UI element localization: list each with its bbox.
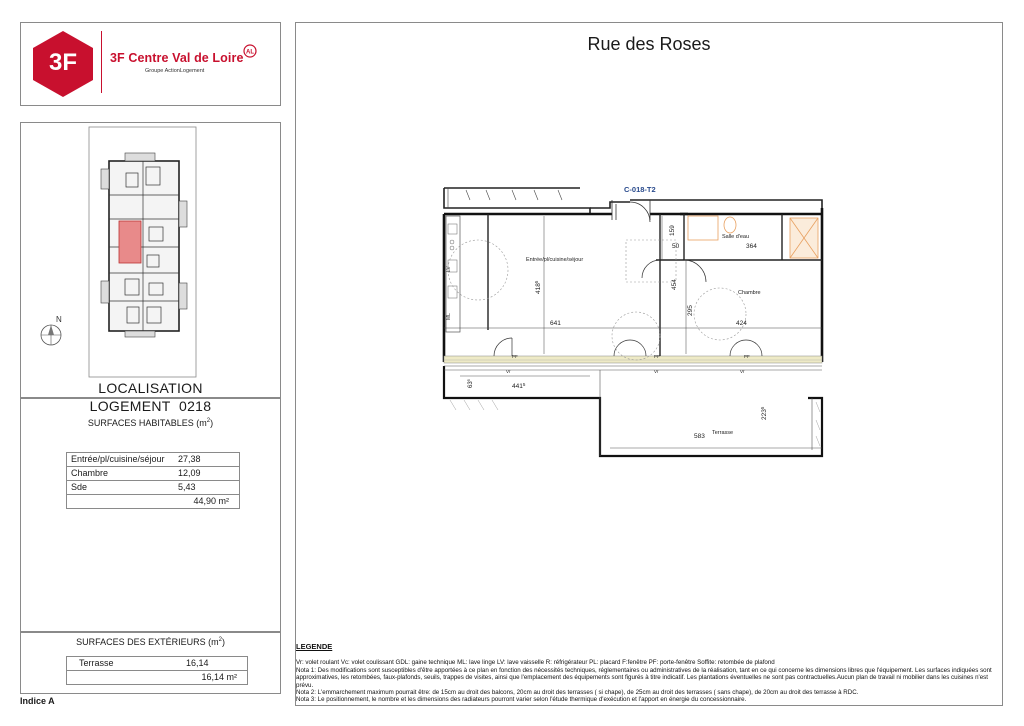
logo-divider [101, 31, 102, 93]
table-row [67, 453, 240, 467]
pf-marker-1: PF [512, 354, 518, 359]
vr-marker-2: Vr [654, 369, 659, 374]
dim-159: 159 [669, 225, 676, 236]
dim-364: 364 [746, 243, 757, 250]
exterior-surfaces-title: SURFACES DES EXTÉRIEURS $(m^2)$ [76, 637, 225, 647]
room-area: 12,09 [174, 467, 240, 481]
logo-mark: 3F [48, 49, 77, 76]
legend-title: LEGENDE [296, 642, 333, 651]
dwelling-title [20, 398, 281, 414]
brand-subtitle: Groupe ActionLogement [145, 68, 205, 74]
habitable-surfaces-table [66, 452, 240, 509]
legend-abbreviations: Vr: volet roulant Vc: volet coulissant GDL: gaine technique ML: lave linge LV: lave vaisselle R: réfrigérateur PL: placard F:fenêtre PF: porte-fenêtre Soffite: retombée de plafond [296, 659, 775, 667]
dim-424: 424 [736, 320, 747, 327]
lv-marker: LV [446, 266, 452, 272]
legend-note-1: Nota 1: Des modifications sont susceptibles d'être apportées à ce plan en fonction des nécessités techniques, réglementaires ou administratives de la réalisation, tant en ce qui concerne les dimensions libres que l'équipement. Les surfaces indiquées sont approximatives, les retombées, faux-plafonds, seuils, trappes de visites, ainsi que l'emplacement des équipements sont figurés à titre indicatif. Les plantations éventuelles ne sont pas contractuelles.Aucun plan de travail ni mobilier dans les cuisines n'est prévu. [296, 666, 992, 689]
room-name: Chambre [67, 467, 175, 481]
room-area: 5,43 [174, 481, 240, 495]
highlighted-unit [119, 221, 141, 263]
table-row [67, 467, 240, 481]
vr-marker-1: Vr [506, 369, 511, 374]
living-room-label: Entrée/pl/cuisine/séjour [526, 257, 584, 263]
dim-441: $441^5$ [512, 382, 526, 390]
table-row-total [67, 495, 240, 509]
logo-panel [20, 22, 281, 106]
unit-code: C-018-T2 [624, 185, 656, 194]
habitable-total: 44,90 m² [67, 495, 240, 509]
street-name: Rue des Roses [587, 34, 711, 54]
location-site-plan [21, 123, 280, 379]
room-area: 27,38 [174, 453, 240, 467]
dim-63: $63^5$ [466, 379, 474, 388]
pf-marker-2: PF [654, 354, 660, 359]
habitable-surfaces-title: SURFACES HABITABLES $(m^2)$ [87, 418, 214, 428]
location-title: LOCALISATION [98, 380, 203, 396]
table-row [67, 657, 248, 671]
floor-plan [430, 180, 830, 465]
brand-badge: AL [246, 49, 254, 56]
dim-418: $418^5$ [534, 280, 542, 294]
exterior-surfaces-table [66, 656, 248, 685]
dwelling-panel [20, 398, 281, 632]
brand-name: 3F Centre Val de Loire [110, 51, 244, 65]
legend-note-2: Nota 2: L'emmarchement maximum pourrait être: de 15cm au droit des balcons, 20cm au droit des terrasses ( si chape), de 25cm au droit des terrasses ( sans chape), de 20cm au droit des terrasse à RDC. [296, 689, 859, 697]
legend-note-3: Nota 3: Le positionnement, le nombre et les dimensions des radiateurs pourront varier selon l'étude thermique d'exécution et l'apport en énergie du concessionnaire. [296, 696, 747, 704]
table-row-total [67, 671, 248, 685]
revision-index: Indice A [20, 696, 55, 706]
dwelling-number: 0218 [179, 398, 212, 414]
dim-583: 583 [694, 433, 705, 440]
exterior-total: 16,14 m² [67, 671, 248, 685]
dim-50: 50 [672, 243, 680, 250]
vr-marker-3: Vr [740, 369, 745, 374]
exterior-name: Terrasse [67, 657, 183, 671]
dim-295: 295 [687, 305, 694, 316]
legend [296, 643, 996, 704]
dim-454: 454 [671, 279, 678, 290]
bathroom-label: Salle d'eau [722, 234, 750, 240]
dim-641: 641 [550, 320, 561, 327]
compass-label: N [56, 315, 62, 324]
dwelling-word: LOGEMENT [89, 398, 171, 414]
location-panel [20, 122, 281, 398]
ml-marker: ML [446, 313, 452, 320]
terrace-label: Terrasse [712, 430, 734, 436]
room-name: Sde [67, 481, 175, 495]
brand-badge-icon [243, 44, 257, 58]
bathroom-fixtures-icon [688, 216, 818, 258]
bedroom-label: Chambre [738, 290, 761, 296]
room-name: Entrée/pl/cuisine/séjour [67, 453, 175, 467]
table-row [67, 481, 240, 495]
exterior-area: 16,14 [182, 657, 248, 671]
pf-marker-3: PF [744, 354, 750, 359]
dim-223: $223^5$ [760, 406, 768, 420]
compass-icon [41, 315, 62, 345]
